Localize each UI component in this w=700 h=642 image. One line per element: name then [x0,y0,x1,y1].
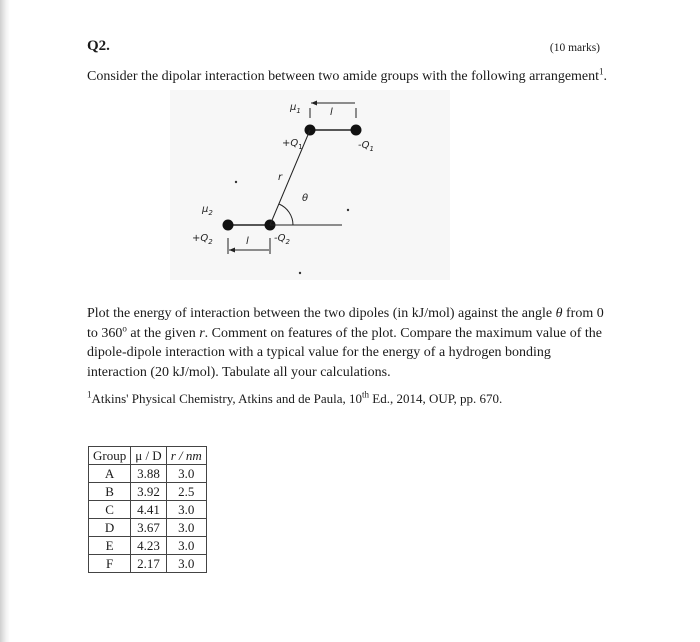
header-mu: μ / D [131,447,166,465]
cell-r: 3.0 [166,501,206,519]
dipole-2-positive-atom [223,220,234,231]
table-row [89,501,207,519]
table-row [89,465,207,483]
reference-footnote [87,391,607,407]
cell-r: 2.5 [166,483,206,501]
mu1-label: $\mu_1$ [290,102,301,115]
theta-arc [279,204,293,225]
cell-mu: 3.67 [131,519,166,537]
intro-end: . [603,69,608,84]
cell-r: 3.0 [166,519,206,537]
dipole-1-negative-atom [351,125,362,136]
question-number: Q2. [87,38,110,54]
reference-text-b: Ed., 2014, OUP, pp. 670. [369,391,503,406]
task-text-4: . Comment on features of the plot. Compare the maximum value of the dipole-dipole interaction with a typical value for the energy of a hydrogen bonding interaction (20 kJ/mol). Tabulate all your calculations. [87,325,603,380]
task-text-2: from 0 to 360 [87,306,604,341]
mu2-label: $\mu_2$ [202,204,213,217]
l-top-label: l [330,107,333,118]
task-degree: o [122,322,127,333]
plus-q1-label: $+Q_1$ [282,138,303,151]
cell-group: D [89,519,131,537]
table-row [89,483,207,501]
data-table [88,446,207,573]
cell-group: C [89,501,131,519]
cell-r: 3.0 [166,555,206,573]
l-bottom-label: l [246,236,249,247]
cell-mu: 2.17 [131,555,166,573]
mu2-arrowhead [229,248,235,253]
task-theta: θ [555,306,563,321]
minus-q2-label: $-Q_2$ [274,233,290,246]
page-edge-shadow [0,0,10,642]
header-group: Group [89,447,131,465]
cell-group: B [89,483,131,501]
task-text-1: Plot the energy of interaction between the two dipoles (in kJ/mol) against the angle [87,306,556,321]
question-marks: (10 marks) [549,42,600,54]
table-row [89,519,207,537]
minus-q1-label: $-Q_1$ [358,140,374,153]
cell-mu: 4.23 [131,537,166,555]
task-paragraph [87,304,612,382]
reference-th: th [362,389,370,400]
cell-mu: 3.88 [131,465,166,483]
stray-dot [299,272,301,274]
cell-group: A [89,465,131,483]
cell-group: E [89,537,131,555]
header-r: r / nm [166,447,206,465]
dipole-diagram-svg [170,90,450,280]
reference-mark: 1 [87,389,92,400]
table-row [89,537,207,555]
cell-r: 3.0 [166,465,206,483]
stray-dot [235,181,237,183]
reference-text-a: Atkins' Physical Chemistry, Atkins and de Paula, 10 [91,391,363,406]
table-row [89,555,207,573]
cell-group: F [89,555,131,573]
mu1-arrowhead [311,101,317,106]
table-header-row [89,447,207,465]
plus-q2-label: $+Q_2$ [192,233,213,246]
cell-r: 3.0 [166,537,206,555]
dipole-arrangement-figure [170,90,450,280]
stray-dot [347,209,349,211]
task-r: r [199,325,205,341]
task-text-3: at the given [126,325,200,341]
cell-mu: 3.92 [131,483,166,501]
r-label: r [278,172,283,183]
intro-text: Consider the dipolar interaction between two amide groups with the following arrangement [87,69,600,84]
cell-mu: 4.41 [131,501,166,519]
theta-label: θ [302,193,309,204]
intro-footnote-mark: 1 [599,66,604,77]
question-intro [87,67,617,86]
